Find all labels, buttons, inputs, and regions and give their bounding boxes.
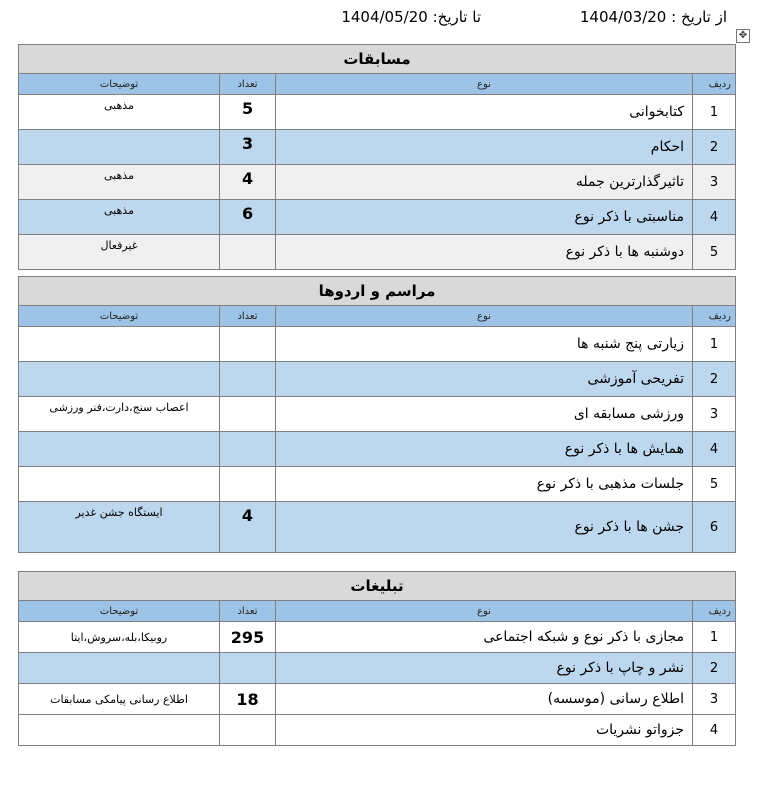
row-idx: 2 [693,362,736,397]
row-type: ورزشی مسابقه ای [276,397,693,432]
table-row [19,200,736,235]
table-row [19,165,736,200]
row-desc: مذهبی [19,95,220,130]
row-type: کتابخوانی [276,95,693,130]
table-advertising [18,571,736,746]
row-desc [19,362,220,397]
row-idx: 6 [693,502,736,553]
header-row [19,74,736,95]
row-count: 6 [220,200,276,235]
table-row [19,432,736,467]
header-count: تعداد [220,601,276,622]
row-desc [19,715,220,746]
row-count [220,432,276,467]
row-type: تفریحی آموزشی [276,362,693,397]
row-idx: 5 [693,467,736,502]
table-row [19,397,736,432]
from-date-label: از تاریخ : [671,8,727,26]
row-count [220,653,276,684]
row-count: 3 [220,130,276,165]
header-row [19,306,736,327]
row-idx: 4 [693,200,736,235]
table-row [19,467,736,502]
row-desc [19,130,220,165]
row-desc [19,432,220,467]
table-row [19,622,736,653]
to-date [341,8,481,26]
row-type: احکام [276,130,693,165]
row-idx: 1 [693,95,736,130]
table-move-handle-icon[interactable]: ✥ [736,29,750,43]
table-row [19,362,736,397]
header-idx: ردیف [693,601,736,622]
header-count: تعداد [220,306,276,327]
row-type: جشن ها با ذکر نوع [276,502,693,553]
row-idx: 2 [693,653,736,684]
header-count: تعداد [220,74,276,95]
row-type: مناسبتی با ذکر نوع [276,200,693,235]
row-count [220,715,276,746]
header-desc: توضیحات [19,601,220,622]
row-idx: 3 [693,397,736,432]
from-date [580,8,727,26]
from-date-value: 1404/03/20 [579,8,667,26]
header-type: نوع [276,601,693,622]
header-type: نوع [276,74,693,95]
row-desc: مذهبی [19,200,220,235]
row-idx: 1 [693,327,736,362]
table-row [19,684,736,715]
row-count: 5 [220,95,276,130]
row-desc: اطلاع رسانی پیامکی مسابقات [19,684,220,715]
row-type: نشر و چاپ با ذکر نوع [276,653,693,684]
to-date-label: تا تاریخ: [432,8,481,26]
row-type: همایش ها با ذکر نوع [276,432,693,467]
section-title: تبلیغات [19,572,736,601]
row-desc: غیرفعال [19,235,220,270]
row-desc [19,653,220,684]
row-desc: ایستگاه جشن غدیر [19,502,220,553]
row-desc: روبیکا،بله،سروش،ایتا [19,622,220,653]
row-desc: اعصاب سنج،دارت،فنر ورزشی [19,397,220,432]
row-type: جزواتو نشریات [276,715,693,746]
header-row [19,601,736,622]
row-count: 4 [220,502,276,553]
row-idx: 5 [693,235,736,270]
row-desc: مذهبی [19,165,220,200]
section-title: مراسم و اردوها [19,277,736,306]
table-row [19,235,736,270]
row-type: دوشنبه ها با ذکر نوع [276,235,693,270]
row-idx: 4 [693,432,736,467]
row-type: اطلاع رسانی (موسسه) [276,684,693,715]
row-count: 295 [220,622,276,653]
table-row [19,95,736,130]
row-desc [19,327,220,362]
header-desc: توضیحات [19,74,220,95]
row-count [220,327,276,362]
table-row [19,130,736,165]
header-idx: ردیف [693,306,736,327]
table-row [19,327,736,362]
row-type: جلسات مذهبی با ذکر نوع [276,467,693,502]
row-idx: 4 [693,715,736,746]
row-count [220,235,276,270]
header-type: نوع [276,306,693,327]
header-desc: توضیحات [19,306,220,327]
row-count: 18 [220,684,276,715]
row-type: مجازی با ذکر نوع و شبکه اجتماعی [276,622,693,653]
table-row [19,502,736,553]
table-row [19,653,736,684]
row-type: زیارتی پنج شنبه ها [276,327,693,362]
row-type: تاثیرگذارترین جمله [276,165,693,200]
table-row [19,715,736,746]
row-idx: 3 [693,165,736,200]
table-ceremonies [18,276,736,553]
row-count [220,362,276,397]
header-idx: ردیف [693,74,736,95]
row-idx: 1 [693,622,736,653]
table-competitions [18,44,736,270]
to-date-value: 1404/05/20 [341,8,428,26]
row-desc [19,467,220,502]
row-count [220,397,276,432]
row-count [220,467,276,502]
section-title: مسابقات [19,45,736,74]
row-idx: 2 [693,130,736,165]
row-count: 4 [220,165,276,200]
row-idx: 3 [693,684,736,715]
